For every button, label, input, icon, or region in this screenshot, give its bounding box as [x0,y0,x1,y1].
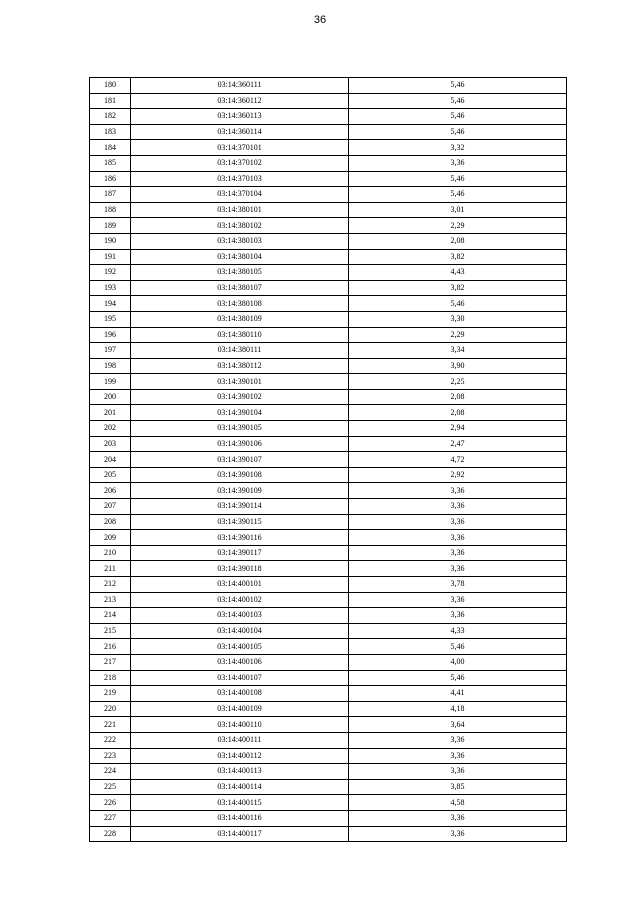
table-row [90,639,567,655]
value-cell: 3,36 [349,561,567,577]
value-cell: 3,36 [349,530,567,546]
table-row [90,577,567,593]
value-cell: 2,92 [349,467,567,483]
table-row [90,233,567,249]
table-row [90,202,567,218]
cadastral-number-cell: 03:14:400102 [131,592,349,608]
value-cell: 2,94 [349,421,567,437]
cadastral-number-cell: 03:14:390109 [131,483,349,499]
row-number-cell: 203 [90,436,131,452]
table-row [90,171,567,187]
value-cell: 3,36 [349,155,567,171]
value-cell: 5,46 [349,93,567,109]
value-cell: 3,36 [349,826,567,842]
value-cell: 3,82 [349,280,567,296]
value-cell: 5,46 [349,171,567,187]
table-row [90,155,567,171]
table-row [90,124,567,140]
table-row [90,405,567,421]
cadastral-number-cell: 03:14:400104 [131,623,349,639]
row-number-cell: 219 [90,686,131,702]
row-number-cell: 223 [90,748,131,764]
cadastral-number-cell: 03:14:400101 [131,577,349,593]
row-number-cell: 213 [90,592,131,608]
cadastral-number-cell: 03:14:380107 [131,280,349,296]
cadastral-number-cell: 03:14:380109 [131,311,349,327]
value-cell: 5,46 [349,109,567,125]
cadastral-number-cell: 03:14:390107 [131,452,349,468]
row-number-cell: 220 [90,701,131,717]
cadastral-number-cell: 03:14:400116 [131,810,349,826]
row-number-cell: 180 [90,78,131,94]
cadastral-number-cell: 03:14:390117 [131,545,349,561]
row-number-cell: 222 [90,732,131,748]
table-row [90,421,567,437]
row-number-cell: 185 [90,155,131,171]
row-number-cell: 192 [90,265,131,281]
value-cell: 2,29 [349,327,567,343]
row-number-cell: 191 [90,249,131,265]
cadastral-number-cell: 03:14:390105 [131,421,349,437]
row-number-cell: 204 [90,452,131,468]
value-cell: 3,32 [349,140,567,156]
cadastral-number-cell: 03:14:400114 [131,779,349,795]
table-row [90,109,567,125]
row-number-cell: 198 [90,358,131,374]
cadastral-number-cell: 03:14:360113 [131,109,349,125]
table-row [90,795,567,811]
value-cell: 5,46 [349,670,567,686]
cadastral-number-cell: 03:14:390104 [131,405,349,421]
row-number-cell: 215 [90,623,131,639]
value-cell: 3,82 [349,249,567,265]
value-cell: 3,01 [349,202,567,218]
table-row [90,187,567,203]
table-row [90,265,567,281]
cadastral-number-cell: 03:14:380104 [131,249,349,265]
row-number-cell: 200 [90,389,131,405]
value-cell: 3,30 [349,311,567,327]
table-row [90,530,567,546]
table-row [90,732,567,748]
value-cell: 3,36 [349,514,567,530]
value-cell: 3,36 [349,483,567,499]
row-number-cell: 208 [90,514,131,530]
value-cell: 4,43 [349,265,567,281]
cadastral-number-cell: 03:14:360111 [131,78,349,94]
table-row [90,218,567,234]
cadastral-number-cell: 03:14:370104 [131,187,349,203]
table-row [90,374,567,390]
cadastral-number-cell: 03:14:400112 [131,748,349,764]
value-cell: 5,46 [349,296,567,312]
row-number-cell: 196 [90,327,131,343]
value-cell: 5,46 [349,124,567,140]
cadastral-number-cell: 03:14:360114 [131,124,349,140]
table-row [90,327,567,343]
cadastral-number-cell: 03:14:400103 [131,608,349,624]
cadastral-number-cell: 03:14:380102 [131,218,349,234]
row-number-cell: 207 [90,499,131,515]
table-row [90,608,567,624]
table-row [90,826,567,842]
table-row [90,358,567,374]
table-row [90,467,567,483]
row-number-cell: 197 [90,343,131,359]
value-cell: 4,18 [349,701,567,717]
value-cell: 2,47 [349,436,567,452]
cadastral-number-cell: 03:14:400109 [131,701,349,717]
table-row [90,561,567,577]
row-number-cell: 218 [90,670,131,686]
value-cell: 3,36 [349,764,567,780]
table-row [90,545,567,561]
value-cell: 2,25 [349,374,567,390]
value-cell: 3,36 [349,499,567,515]
cadastral-number-cell: 03:14:400107 [131,670,349,686]
table-row [90,249,567,265]
row-number-cell: 195 [90,311,131,327]
table-row [90,670,567,686]
row-number-cell: 226 [90,795,131,811]
cadastral-number-cell: 03:14:380112 [131,358,349,374]
value-cell: 3,36 [349,608,567,624]
row-number-cell: 189 [90,218,131,234]
cadastral-number-cell: 03:14:390116 [131,530,349,546]
value-cell: 5,46 [349,639,567,655]
table-row [90,748,567,764]
row-number-cell: 182 [90,109,131,125]
table-row [90,452,567,468]
cadastral-number-cell: 03:14:400115 [131,795,349,811]
row-number-cell: 184 [90,140,131,156]
table-row [90,623,567,639]
cadastral-number-cell: 03:14:380108 [131,296,349,312]
cadastral-number-cell: 03:14:390101 [131,374,349,390]
table-row [90,810,567,826]
value-cell: 2,29 [349,218,567,234]
cadastral-number-cell: 03:14:390115 [131,514,349,530]
row-number-cell: 210 [90,545,131,561]
table-row [90,717,567,733]
table-row [90,592,567,608]
cadastral-number-cell: 03:14:390118 [131,561,349,577]
table-row [90,764,567,780]
cadastral-number-cell: 03:14:400113 [131,764,349,780]
row-number-cell: 201 [90,405,131,421]
table-row [90,93,567,109]
cadastral-number-cell: 03:14:400117 [131,826,349,842]
row-number-cell: 228 [90,826,131,842]
row-number-cell: 217 [90,654,131,670]
row-number-cell: 187 [90,187,131,203]
row-number-cell: 186 [90,171,131,187]
table-row [90,514,567,530]
value-cell: 5,46 [349,78,567,94]
value-cell: 3,36 [349,592,567,608]
row-number-cell: 212 [90,577,131,593]
table-row [90,389,567,405]
cadastral-number-cell: 03:14:370103 [131,171,349,187]
value-cell: 5,46 [349,187,567,203]
value-cell: 2,08 [349,405,567,421]
table-row [90,686,567,702]
value-cell: 4,41 [349,686,567,702]
cadastral-number-cell: 03:14:370101 [131,140,349,156]
value-cell: 3,85 [349,779,567,795]
value-cell: 3,36 [349,732,567,748]
value-cell: 4,33 [349,623,567,639]
cadastral-number-cell: 03:14:390106 [131,436,349,452]
row-number-cell: 183 [90,124,131,140]
table-row [90,701,567,717]
cadastral-number-cell: 03:14:390114 [131,499,349,515]
table-row [90,280,567,296]
cadastral-number-cell: 03:14:380103 [131,233,349,249]
value-cell: 2,08 [349,233,567,249]
value-cell: 3,78 [349,577,567,593]
table-row [90,499,567,515]
cadastral-number-cell: 03:14:390102 [131,389,349,405]
table-row [90,483,567,499]
row-number-cell: 209 [90,530,131,546]
value-cell: 3,36 [349,810,567,826]
row-number-cell: 206 [90,483,131,499]
value-cell: 3,90 [349,358,567,374]
table-row [90,779,567,795]
value-cell: 3,34 [349,343,567,359]
row-number-cell: 214 [90,608,131,624]
data-table [89,77,567,842]
row-number-cell: 188 [90,202,131,218]
row-number-cell: 216 [90,639,131,655]
cadastral-number-cell: 03:14:360112 [131,93,349,109]
row-number-cell: 224 [90,764,131,780]
cadastral-number-cell: 03:14:370102 [131,155,349,171]
table-row [90,343,567,359]
value-cell: 3,64 [349,717,567,733]
row-number-cell: 205 [90,467,131,483]
cadastral-number-cell: 03:14:380111 [131,343,349,359]
row-number-cell: 202 [90,421,131,437]
cadastral-number-cell: 03:14:400105 [131,639,349,655]
cadastral-number-cell: 03:14:380105 [131,265,349,281]
cadastral-number-cell: 03:14:400110 [131,717,349,733]
cadastral-number-cell: 03:14:400108 [131,686,349,702]
value-cell: 3,36 [349,748,567,764]
cadastral-number-cell: 03:14:400111 [131,732,349,748]
table-body [90,78,567,842]
cadastral-number-cell: 03:14:380110 [131,327,349,343]
row-number-cell: 221 [90,717,131,733]
page-number: 36 [313,14,327,26]
table-row [90,311,567,327]
row-number-cell: 225 [90,779,131,795]
value-cell: 4,58 [349,795,567,811]
table-row [90,140,567,156]
row-number-cell: 227 [90,810,131,826]
cadastral-number-cell: 03:14:400106 [131,654,349,670]
value-cell: 2,08 [349,389,567,405]
table-row [90,296,567,312]
cadastral-number-cell: 03:14:380101 [131,202,349,218]
value-cell: 4,72 [349,452,567,468]
row-number-cell: 181 [90,93,131,109]
value-cell: 4,00 [349,654,567,670]
table-row [90,78,567,94]
table-row [90,436,567,452]
row-number-cell: 199 [90,374,131,390]
row-number-cell: 194 [90,296,131,312]
row-number-cell: 211 [90,561,131,577]
cadastral-number-cell: 03:14:390108 [131,467,349,483]
row-number-cell: 193 [90,280,131,296]
value-cell: 3,36 [349,545,567,561]
table-row [90,654,567,670]
row-number-cell: 190 [90,233,131,249]
